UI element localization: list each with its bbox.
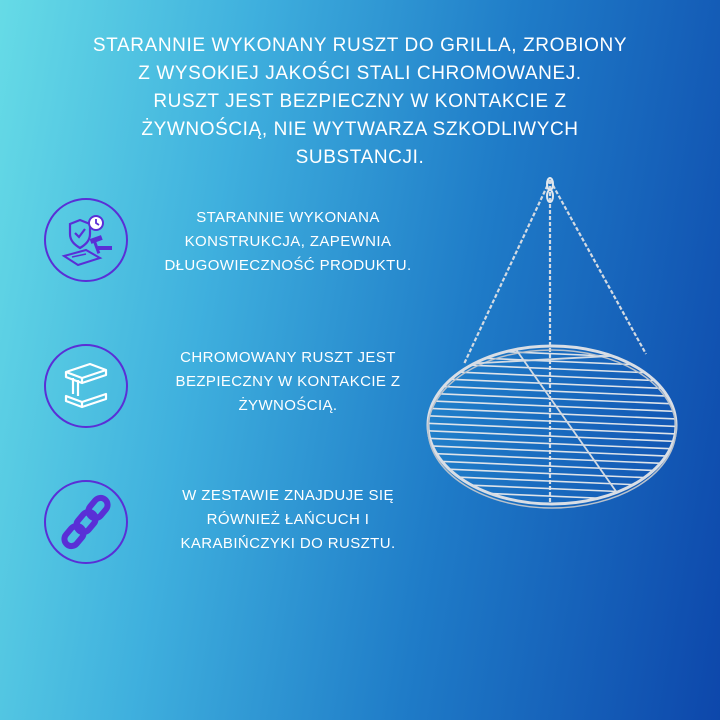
chain-links-icon [55, 491, 117, 553]
feature-text [148, 206, 428, 278]
construction-tools-icon [56, 210, 116, 270]
feature-chain [44, 480, 444, 570]
grate-bar [420, 483, 700, 495]
grate-bar [420, 438, 700, 450]
steel-beam-icon [56, 356, 116, 416]
grate-bar [420, 416, 700, 428]
headline [60, 32, 660, 172]
feature-line: KONSTRUKCJA, ZAPEWNIA [184, 233, 392, 250]
feature-line: RÓWNIEŻ ŁAŃCUCH I [206, 511, 370, 528]
grate-bar [420, 453, 700, 465]
grate-bar [420, 408, 700, 420]
construction-badge [44, 198, 128, 282]
feature-line: DŁUGOWIECZNOŚĆ PRODUKTU. [164, 257, 412, 274]
headline-line: SUBSTANCJI. [295, 147, 425, 168]
grate-bar [420, 476, 700, 488]
headline-line: STARANNIE WYKONANY RUSZT DO GRILLA, ZROBIONY [92, 35, 628, 56]
feature-text [148, 484, 428, 556]
feature-line: CHROMOWANY RUSZT JEST [180, 349, 396, 366]
headline-line: RUSZT JEST BEZPIECZNY W KONTAKCIE Z [153, 91, 567, 112]
feature-line: STARANNIE WYKONANA [196, 209, 380, 226]
grate-bar [420, 446, 700, 458]
feature-line: W ZESTAWIE ZNAJDUJE SIĘ [182, 487, 394, 504]
feature-chrome [44, 344, 444, 434]
grate-bars [420, 348, 700, 518]
grate-bar [420, 423, 700, 435]
feature-line: KARABIŃCZYKI DO RUSZTU. [180, 535, 396, 552]
feature-construction [44, 198, 444, 288]
feature-line: BEZPIECZNY W KONTAKCIE Z [175, 373, 401, 390]
feature-line: ŻYWNOŚCIĄ. [238, 397, 338, 414]
grate-bar [420, 431, 700, 443]
headline-line: Z WYSOKIEJ JAKOŚCI STALI CHROMOWANEJ. [138, 63, 582, 84]
grate-bar [420, 393, 700, 405]
feature-text [148, 346, 428, 418]
grate-bar [420, 356, 700, 368]
headline-line: ŻYWNOŚCIĄ, NIE WYTWARZA SZKODLIWYCH [141, 119, 579, 140]
chain-badge [44, 480, 128, 564]
steel-badge [44, 344, 128, 428]
grate-bar [420, 491, 700, 503]
grill-grate-image [420, 172, 700, 532]
